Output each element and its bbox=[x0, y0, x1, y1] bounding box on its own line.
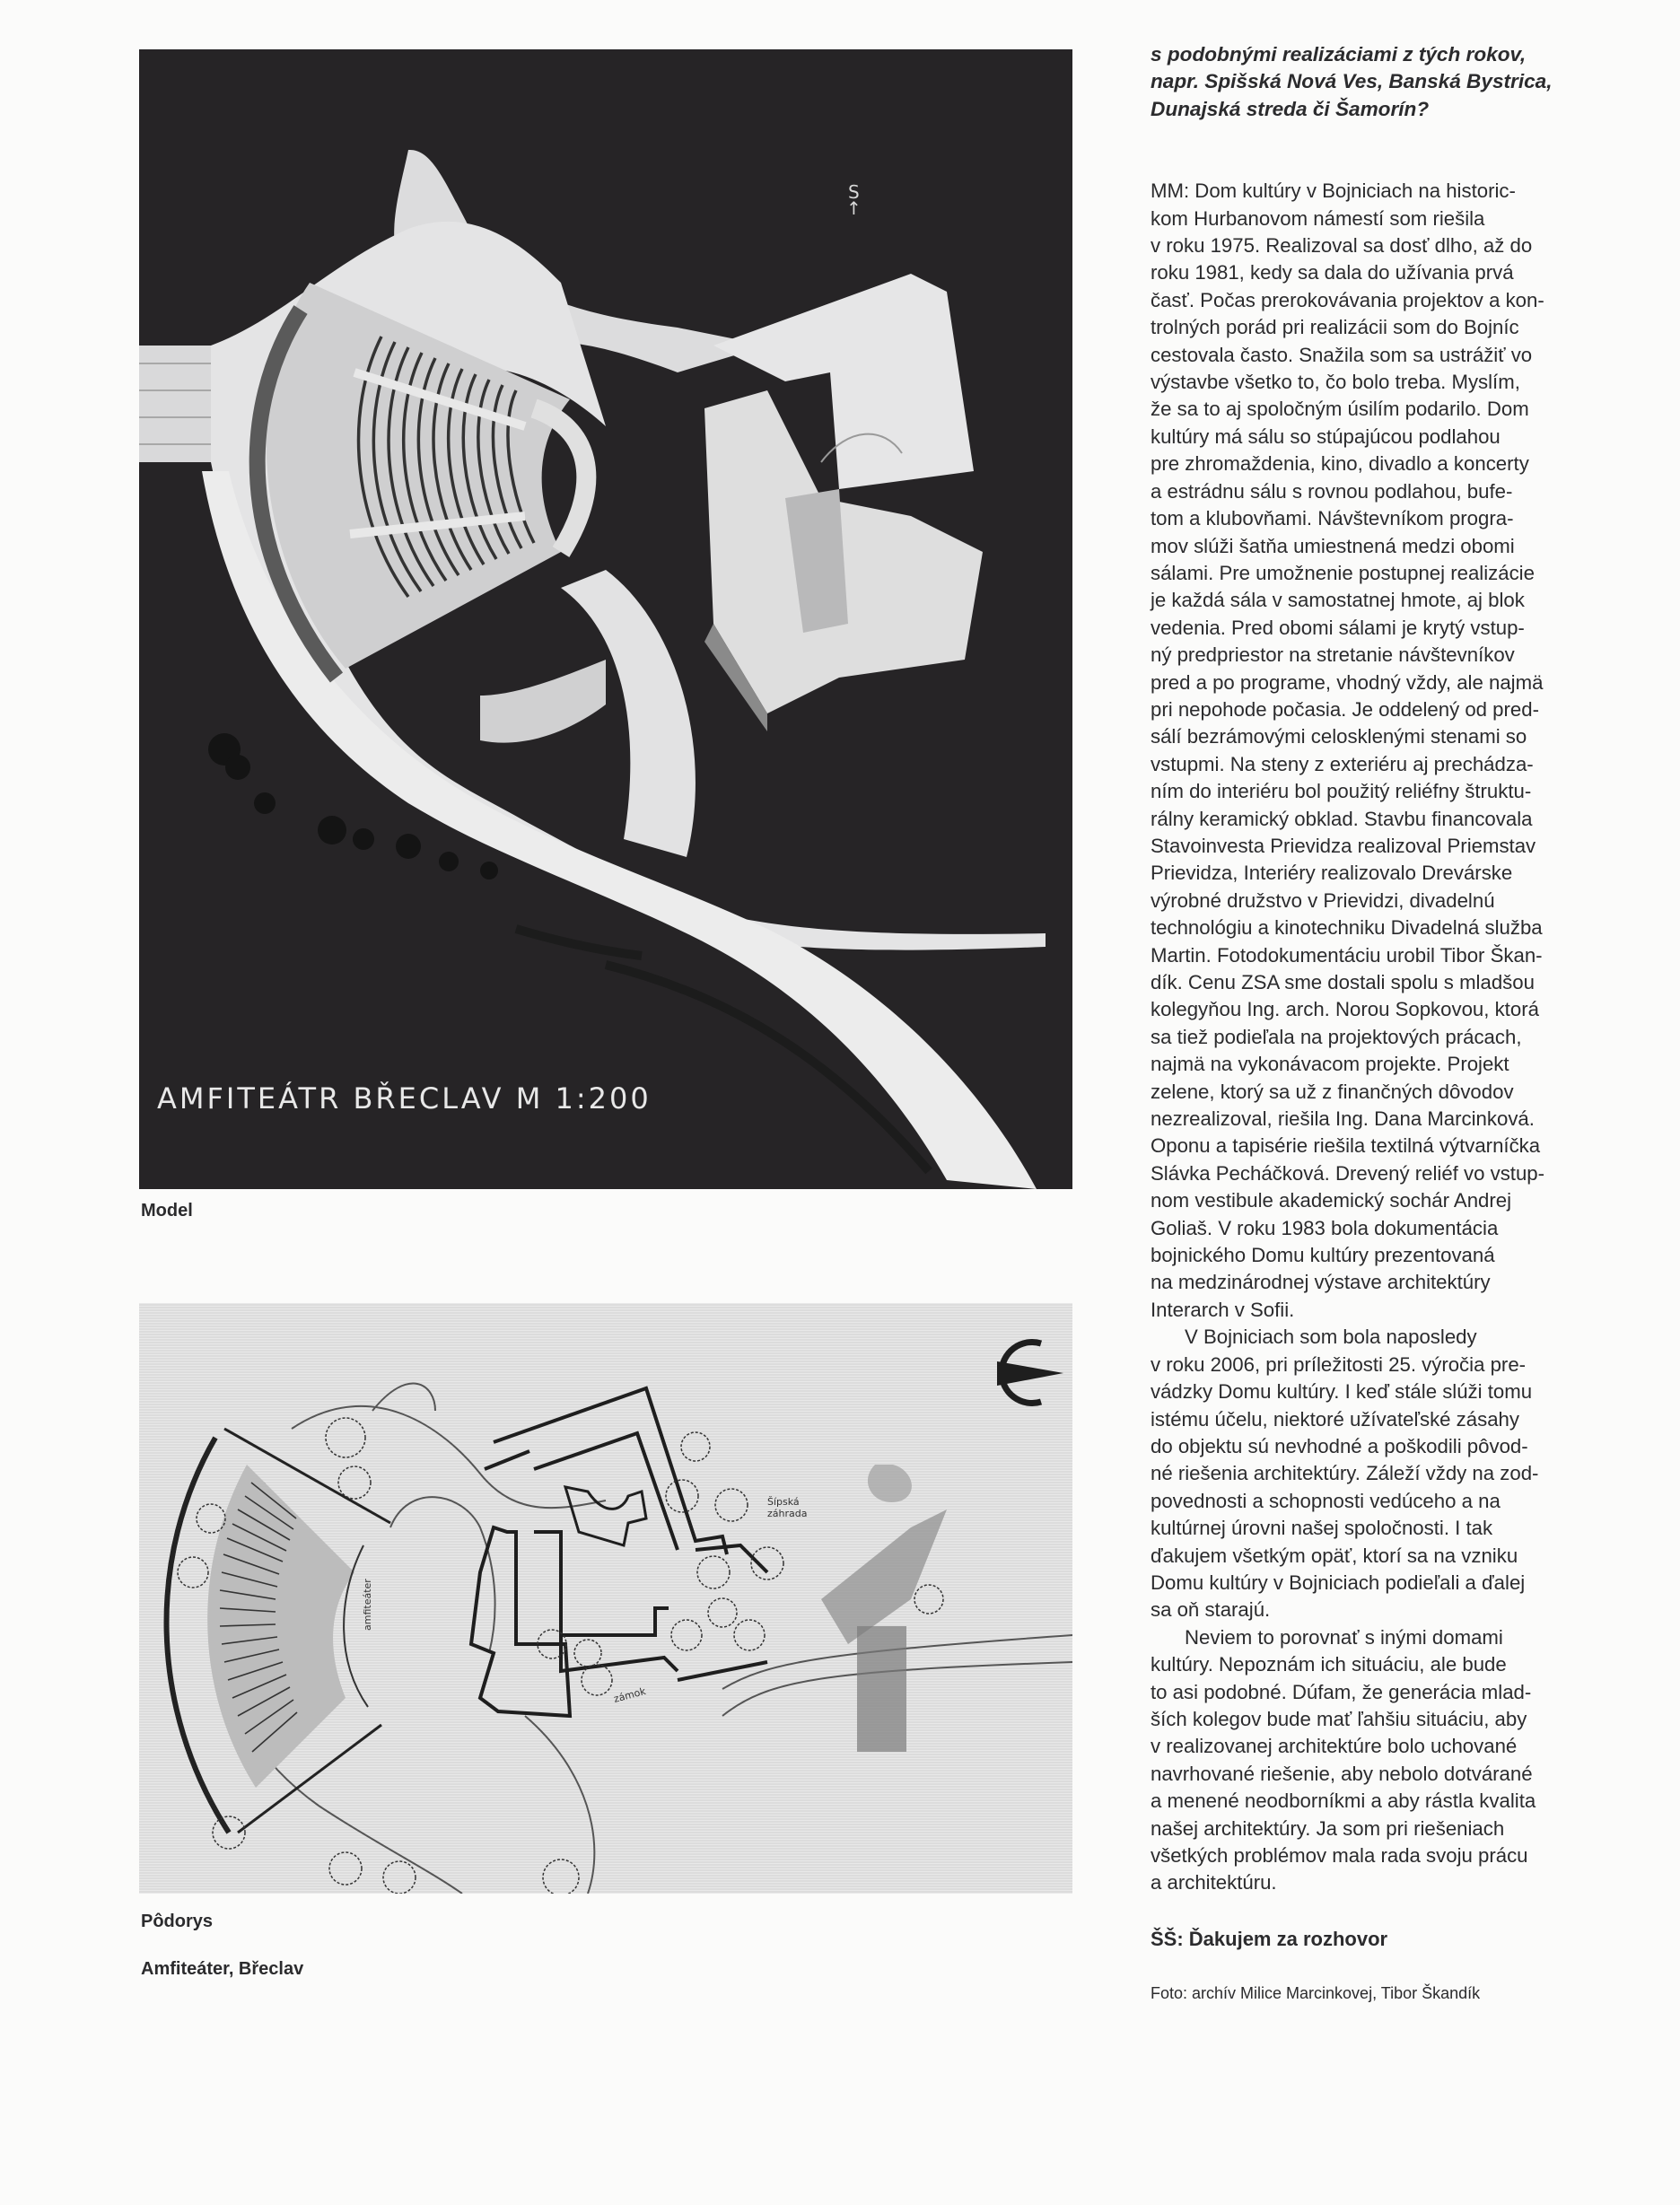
text-line: to asi podobné. Dúfam, že generácia mlad- bbox=[1151, 1680, 1532, 1703]
text-line: Neviem to porovnať s inými domami bbox=[1185, 1625, 1503, 1649]
text-line: vedenia. Pred obomi sálami je krytý vstup- bbox=[1151, 616, 1525, 639]
text-line: vstupmi. Na steny z exteriéru aj prechádza- bbox=[1151, 752, 1534, 775]
photo-credit: Foto: archív Milice Marcinkovej, Tibor Škandík bbox=[1151, 1984, 1481, 2003]
text-line: bojnického Domu kultúry prezentovaná bbox=[1151, 1244, 1495, 1267]
text-line: zelene, ktorý sa už z finančných dôvodov bbox=[1151, 1080, 1514, 1103]
text-line: cestovala často. Snažila som sa ustrážiť vo bbox=[1151, 343, 1533, 366]
text-line: ním do interiéru bol použitý reliéfny štruktu- bbox=[1151, 780, 1532, 803]
text-line: nom vestibule akademický sochár Andrej bbox=[1151, 1189, 1512, 1212]
north-compass-icon bbox=[997, 1343, 1063, 1404]
text-line: sa tiež podieľala na projektových prácach, bbox=[1151, 1025, 1522, 1048]
model-label: AMFITEÁTR BŘECLAV M 1:200 bbox=[157, 1081, 652, 1116]
svg-text:amfiteáter: amfiteáter bbox=[362, 1579, 373, 1631]
plan-caption: Pôdorys bbox=[141, 1912, 214, 1931]
text-line: sálami. Pre umožnenie postupnej realizácie bbox=[1151, 561, 1535, 584]
north-indicator: S ↑ bbox=[846, 181, 862, 219]
model-caption: Model bbox=[141, 1201, 193, 1221]
text-line: vádzky Domu kultúry. I keď stále slúži tomu bbox=[1151, 1380, 1533, 1404]
text-line: a architektúru. bbox=[1151, 1871, 1277, 1894]
text-line: dík. Cenu ZSA sme dostali spolu s mladšou bbox=[1151, 971, 1535, 993]
text-line: kultúry má sálu so stúpajúcou podlahou bbox=[1151, 424, 1501, 448]
closing-statement: ŠŠ: Ďakujem za rozhovor bbox=[1151, 1927, 1388, 1950]
text-line: kom Hurbanovom námestí som riešila bbox=[1151, 206, 1485, 230]
text-line: je každá sála v samostatnej hmote, aj blok bbox=[1151, 589, 1525, 612]
text-line: technológiu a kinotechniku Divadelná služba bbox=[1151, 916, 1543, 940]
text-line: né riešenia architektúry. Záleží vždy na zod- bbox=[1151, 1462, 1539, 1485]
article-text-column bbox=[1151, 41, 1581, 2008]
question-line: s podobnými realizáciami z tých rokov, bbox=[1151, 43, 1527, 66]
text-line: na medzinárodnej výstave architektúry bbox=[1151, 1271, 1491, 1294]
amphitheatre-model-illustration bbox=[139, 49, 1072, 1189]
text-line: sa oň starajú. bbox=[1151, 1598, 1271, 1622]
text-line: v realizovanej architektúre bolo uchované bbox=[1151, 1735, 1518, 1758]
text-line: a estrádnu sálu s rovnou podlahou, bufe- bbox=[1151, 479, 1513, 503]
text-line: istému účelu, niektoré užívateľské zásahy bbox=[1151, 1407, 1519, 1431]
question-line: napr. Spišská Nová Ves, Banská Bystrica, bbox=[1151, 70, 1553, 93]
text-line: výstavbe všetko to, čo bolo treba. Myslím, bbox=[1151, 371, 1520, 394]
text-line: Domu kultúry v Bojniciach podieľali a ďalej bbox=[1151, 1571, 1526, 1594]
text-line: v roku 2006, pri príležitosti 25. výročia pre- bbox=[1151, 1352, 1527, 1376]
svg-text:záhrada: záhrada bbox=[767, 1508, 808, 1519]
text-line: Interarch v Sofii. bbox=[1151, 1298, 1295, 1321]
text-line: V Bojniciach som bola naposledy bbox=[1185, 1326, 1477, 1349]
text-line: mov slúži šatňa umiestnená medzi obomi bbox=[1151, 534, 1515, 557]
text-line: ďakujem všetkým opäť, ktorí sa na vzniku bbox=[1151, 1544, 1518, 1567]
text-line: Prievidza, Interiéry realizovalo Drevárske bbox=[1151, 862, 1513, 885]
text-line: rálny keramický obklad. Stavbu financovala bbox=[1151, 807, 1533, 830]
text-line: Slávka Pecháčková. Drevený reliéf vo vstup- bbox=[1151, 1161, 1545, 1185]
text-line: pre zhromaždenia, kino, divadlo a koncerty bbox=[1151, 452, 1529, 476]
text-line: kultúrnej úrovni našej spoločnosti. I tak bbox=[1151, 1517, 1493, 1540]
model-photo bbox=[139, 49, 1072, 1189]
answer-paragraph-1 bbox=[1151, 178, 1581, 1324]
text-line: ný predpriestor na stretanie návštevníkov bbox=[1151, 643, 1515, 667]
text-line: Oponu a tapisérie riešila textilná výtvarníčka bbox=[1151, 1134, 1541, 1158]
text-line: výrobné družstvo v Prievidzi, divadelnú bbox=[1151, 888, 1495, 912]
question-line: Dunajská streda či Šamorín? bbox=[1151, 97, 1430, 120]
text-line: povednosti a schopnosti vedúceho a na bbox=[1151, 1489, 1501, 1512]
text-line: najmä na vykonávacom projekte. Projekt bbox=[1151, 1053, 1509, 1076]
text-line: kolegyňou Ing. arch. Norou Sopkovou, ktorá bbox=[1151, 998, 1539, 1021]
answer-paragraph-2 bbox=[1151, 1324, 1581, 1623]
text-line: do objektu sú nevhodné a poškodili pôvod- bbox=[1151, 1434, 1528, 1457]
interview-question bbox=[1151, 41, 1581, 123]
svg-text:zámok: zámok bbox=[612, 1684, 647, 1705]
text-line: Martin. Fotodokumentáciu urobil Tibor Škan- bbox=[1151, 943, 1543, 967]
text-line: pred a po programe, vhodný vždy, ale najmä bbox=[1151, 670, 1544, 694]
text-line: kultúry. Nepoznám ich situáciu, ale bude bbox=[1151, 1653, 1507, 1676]
text-line: časť. Počas prerokovávania projektov a kon- bbox=[1151, 288, 1544, 311]
text-line: trolných porád pri realizácii som do Bojníc bbox=[1151, 316, 1519, 339]
arrow-up-icon: ↑ bbox=[846, 197, 862, 219]
text-line: ších kolegov bude mať ľahšiu situáciu, aby bbox=[1151, 1707, 1527, 1730]
text-line: navrhované riešenie, aby nebolo dotvárané bbox=[1151, 1762, 1533, 1785]
site-plan-drawing bbox=[139, 1303, 1072, 1894]
answer-paragraph-3 bbox=[1151, 1624, 1581, 1897]
text-line: a menené neodborníkmi a aby rástla kvalita bbox=[1151, 1789, 1536, 1813]
project-title: Amfiteáter, Břeclav bbox=[141, 1959, 304, 1979]
text-line: tom a klubovňami. Návštevníkom progra- bbox=[1151, 507, 1514, 530]
text-line: v roku 1975. Realizoval sa dosť dlho, až do bbox=[1151, 234, 1533, 258]
text-line: MM: Dom kultúry v Bojniciach na historic- bbox=[1151, 179, 1516, 203]
text-line: všetkých problémov mala rada svoju prácu bbox=[1151, 1844, 1528, 1867]
text-line: že sa to aj spoločným úsilím podarilo. Dom bbox=[1151, 398, 1529, 421]
text-line: pri nepohode počasia. Je oddelený od pred- bbox=[1151, 697, 1539, 721]
text-line: Goliaš. V roku 1983 bola dokumentácia bbox=[1151, 1216, 1499, 1239]
svg-text:Šípská: Šípská bbox=[767, 1496, 800, 1508]
text-line: nezrealizoval, riešila Ing. Dana Marcinková. bbox=[1151, 1107, 1535, 1131]
site-plan-illustration bbox=[139, 1303, 1072, 1894]
text-line: roku 1981, kedy sa dala do užívania prvá bbox=[1151, 261, 1514, 284]
text-line: Stavoinvesta Prievidza realizoval Priemstav bbox=[1151, 834, 1536, 857]
text-line: našej architektúry. Ja som pri riešeniach bbox=[1151, 1816, 1505, 1840]
text-line: sálí bezrámovými celosklenými stenami so bbox=[1151, 725, 1527, 748]
